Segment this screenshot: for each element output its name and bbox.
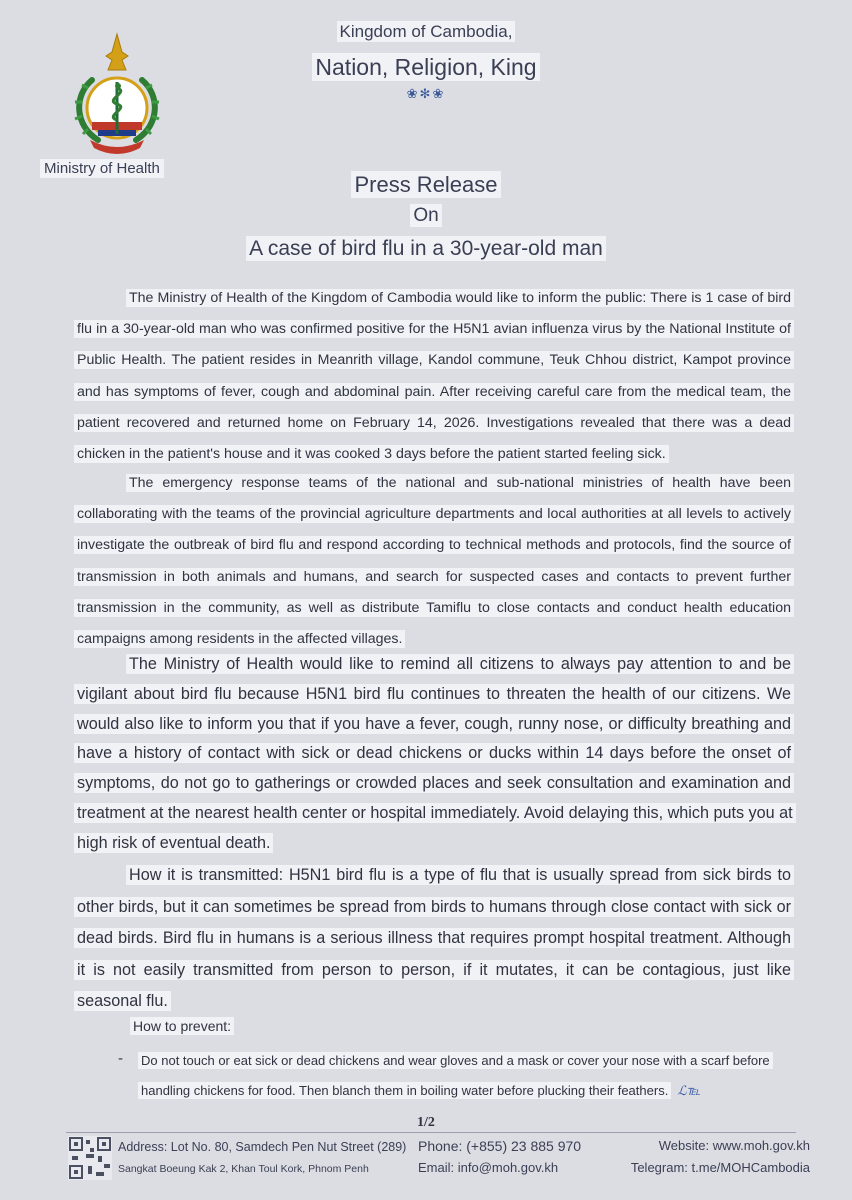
doc-subject: A case of bird flu in a 30-year-old man [0,237,852,261]
kingdom-heading: Kingdom of Cambodia, [0,22,852,42]
footer-divider [66,1132,796,1133]
signature-initials-icon: ℒ℡ [677,1083,701,1098]
prevention-bullet: Do not touch or eat sick or dead chickens and wear gloves and a mask or cover your nose with a scarf before handling chickens for food. Then blanch them in boiling water before plucking their feathers. ℒ℡ [138,1046,798,1106]
ornament-icon: ❀✻❀ [406,86,446,101]
paragraph-case-report: The Ministry of Health of the Kingdom of Cambodia would like to inform the public: There is 1 case of bird flu in a 30-year-old man who was confirmed positive for the H5N1 avian influenza virus by the National Institute of Public Health. The patient resides in Meanrith village, Kandol commune, Teuk Chhou district, Kampot province and has symptoms of fever, cough and abdominal pain. After receiving careful care from the medical team, the patient recovered and returned home on February 14, 2026. Investigations revealed that there was a dead chicken in the patient's house and it was cooked 3 days before the patient started feeling sick. [74,283,794,470]
footer-phone: Phone: (+855) 23 885 970 [418,1138,582,1154]
paragraph-response-teams: The emergency response teams of the national and sub-national ministries of health have been collaborating with the teams of the provincial agriculture departments and local authorities at all levels to actively investigate the outbreak of bird flu and respond according to technical methods and protocols, find the source of transmission in both animals and humans, and search for suspected cases and contacts to prevent further transmission in the community, as well as distribute Tamiflu to close contacts and conduct health education campaigns among residents in the affected villages. [74,468,794,655]
national-motto: Nation, Religion, King [0,54,852,81]
footer-telegram[interactable]: Telegram: t.me/MOHCambodia [630,1160,810,1175]
footer-address-line1: Address: Lot No. 80, Samdech Pen Nut Street (289) [118,1140,407,1154]
footer-address-line2: Sangkat Boeung Kak 2, Khan Toul Kork, Phnom Penh [118,1163,369,1175]
ministry-name: Ministry of Health [40,159,164,178]
doc-title: Press Release [0,172,852,198]
footer-website[interactable]: Website: www.moh.gov.kh [658,1138,810,1153]
footer-email[interactable]: Email: info@moh.gov.kh [418,1160,559,1175]
bullet-marker: - [118,1050,123,1067]
page-number: 1/2 [417,1115,435,1130]
qr-code-icon [68,1136,112,1180]
paragraph-reminder: The Ministry of Health would like to remind all citizens to always pay attention to and be vigilant about bird flu because H5N1 bird flu continues to threaten the health of our citizens. We would also like to inform you that if you have a fever, cough, runny nose, or difficulty breathing and have a history of contact with sick or dead chickens or ducks within 14 days before the onset of symptoms, do not go to gatherings or crowded places and seek consultation and examination and treatment at the nearest health center or hospital immediately. Avoid delaying this, which puts you at high risk of eventual death. [74,650,794,859]
prevention-heading: How to prevent: [130,1018,234,1034]
doc-title-on: On [0,205,852,227]
paragraph-transmission: How it is transmitted: H5N1 bird flu is a type of flu that is usually spread from sick birds to other birds, but it can sometimes be spread from birds to humans through close contact with sick or dead birds. Bird flu in humans is a serious illness that requires prompt hospital treatment. Although it is not easily transmitted from person to person, if it mutates, it can be contagious, just like seasonal flu. [74,860,794,1018]
